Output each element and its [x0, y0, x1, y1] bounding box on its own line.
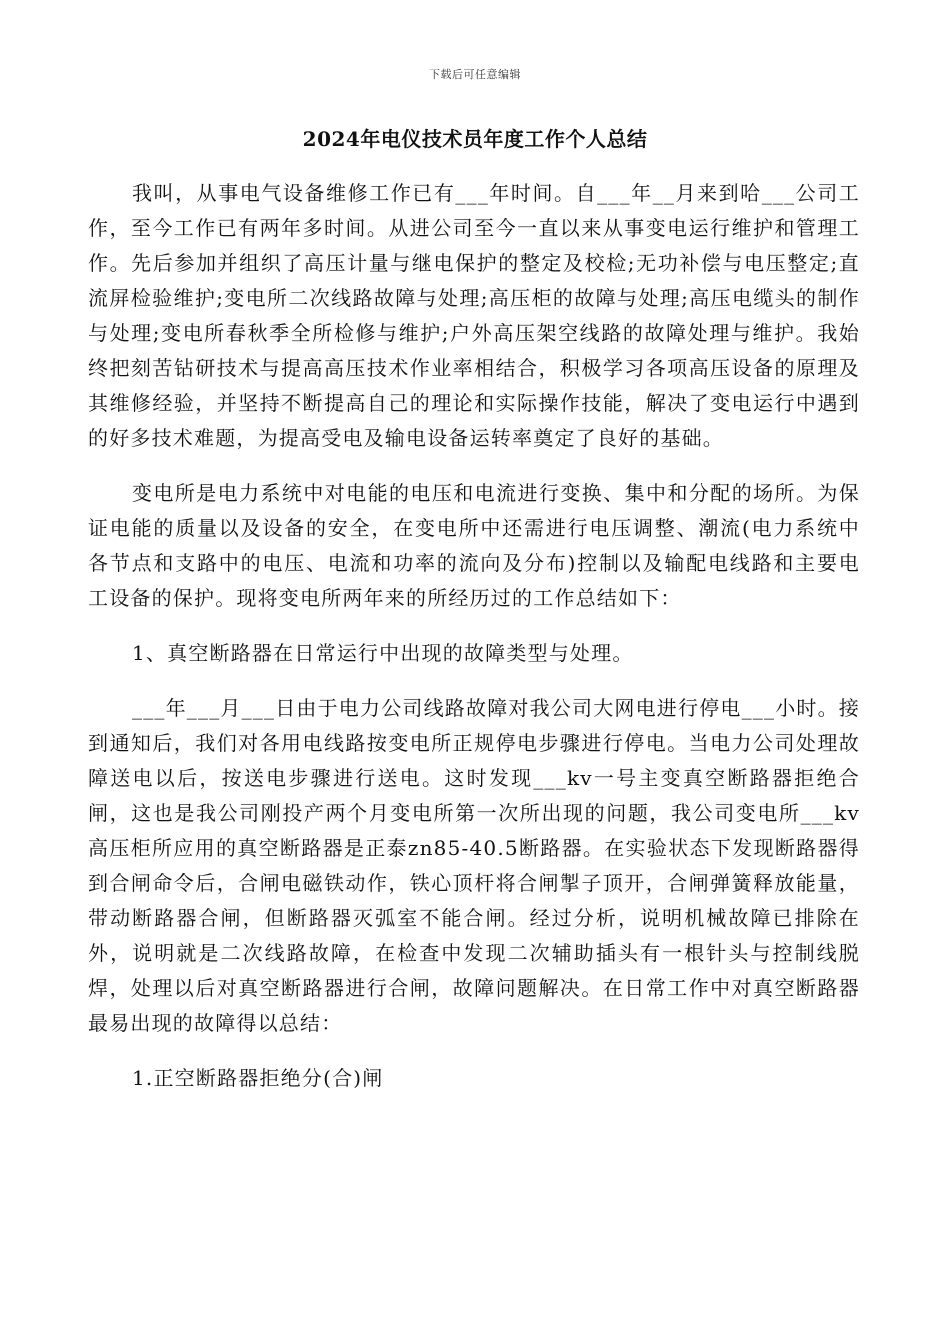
paragraph-breaker-fault: ___年___月___日由于电力公司线路故障对我公司大网电进行停电___小时。接到通知后，我们对各用电线路按变电所正规停电步骤进行停电。当电力公司处理故障送电以后，按送电步骤进行送电。这时发现___kv一号主变真空断路器拒绝合闸，这也是我公司刚投产两个月变电所第一次所出现的问题，我公司变电所___kv高压柜所应用的真空断路器是正泰zn85-40.5断路器。在实验状态下发现断路器得到合闸命令后，合闸电磁铁动作，铁心顶杆将合闸掣子顶开，合闸弹簧释放能量，带动断路器合闸，但断路器灭弧室不能合闸。经过分析，说明机械故障已排除在外，说明就是二次线路故障，在检查中发现二次辅助插头有一根针头与控制线脱焊，处理以后对真空断路器进行合闸，故障问题解决。在日常工作中对真空断路器最易出现的故障得以总结：: [88, 696, 860, 1035]
document-title: 2024年电仪技术员年度工作个人总结: [302, 127, 648, 151]
document-body: [88, 176, 860, 1096]
subsection-heading-1: 1.正空断路器拒绝分(合)闸: [132, 1066, 384, 1090]
section-heading-1: 1、真空断路器在日常运行中出现的故障类型与处理。: [132, 641, 634, 665]
header-note: 下载后可任意编辑: [429, 68, 521, 81]
paragraph-intro: 我叫，从事电气设备维修工作已有___年时间。自___年__月来到哈___公司工作，至今工作已有两年多时间。从进公司至今一直以来从事变电运行维护和管理工作。先后参加并组织了高压计量与继电保护的整定及校检;无功补偿与电压整定;直流屏检验维护;变电所二次线路故障与处理;高压柜的故障与处理;高压电缆头的制作与处理;变电所春秋季全所检修与维护;户外高压架空线路的故障处理与维护。我始终把刻苦钻研技术与提高高压技术作业率相结合，积极学习各项高压设备的原理及其维修经验，并坚持不断提高自己的理论和实际操作技能，解决了变电运行中遇到的好多技术难题，为提高受电及输电设备运转率奠定了良好的基础。: [88, 181, 860, 450]
paragraph-substation: 变电所是电力系统中对电能的电压和电流进行变换、集中和分配的场所。为保证电能的质量以及设备的安全，在变电所中还需进行电压调整、潮流(电力系统中各节点和支路中的电压、电流和功率的流向及分布)控制以及输配电线路和主要电工设备的保护。现将变电所两年来的所经历过的工作总结如下：: [88, 481, 860, 610]
